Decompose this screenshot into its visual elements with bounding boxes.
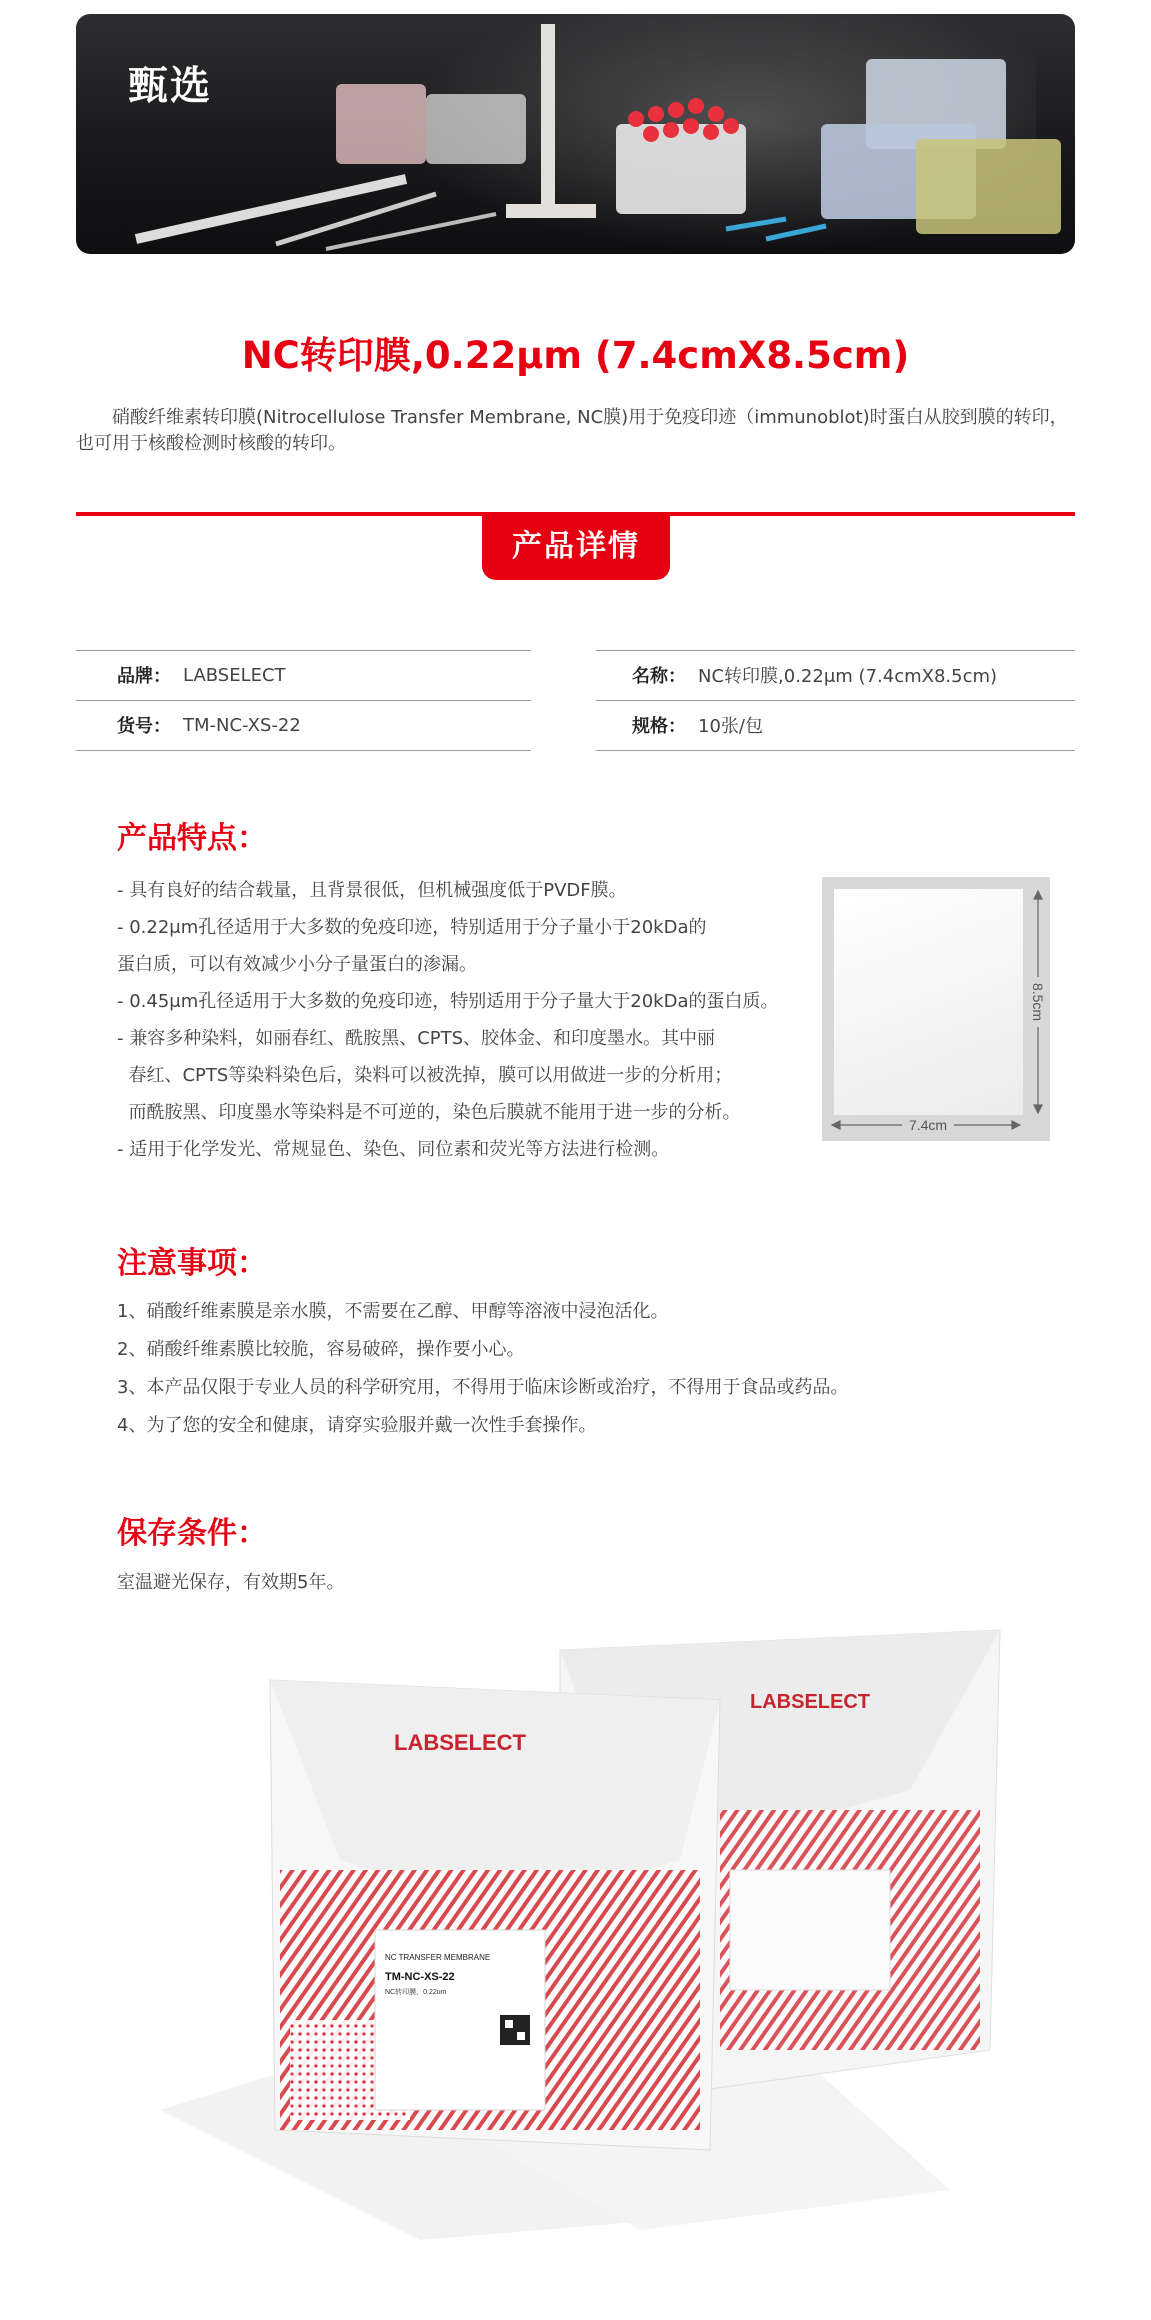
- membrane-dimension-diagram: [822, 877, 1050, 1141]
- storage-heading: 保存条件：: [117, 1516, 267, 1551]
- spec-size-label: 规格：: [632, 716, 686, 737]
- package-label-sku: TM-NC-XS-22: [385, 1971, 455, 1983]
- spec-name-value: NC转印膜,0.22μm (7.4cmX8.5cm): [698, 666, 998, 687]
- feature-line: 春红、CPTS等染料染色后，染料可以被洗掉，膜可以用做进一步的分析用；: [117, 1065, 733, 1086]
- product-title: NC转印膜,0.22μm (7.4cmX8.5cm): [241, 334, 910, 377]
- spec-brand: [60, 651, 286, 699]
- spec-size-value: 10张/包: [698, 716, 763, 737]
- product-package-image: [120, 1590, 1040, 2250]
- note-line: 2、硝酸纤维素膜比较脆，容易破碎，操作要小心。: [117, 1339, 525, 1360]
- dim-width-label: 7.4cm: [908, 1117, 948, 1133]
- note-line: 4、为了您的安全和健康，请穿实验服并戴一次性手套操作。: [117, 1415, 597, 1436]
- spec-brand-value: LABSELECT: [183, 664, 286, 686]
- feature-line: - 适用于化学发光、常规显色、染色、同位素和荧光等方法进行检测。: [117, 1139, 670, 1160]
- lab-products-illustration: [76, 14, 1075, 254]
- feature-line: - 0.22μm孔径适用于大多数的免疫印迹，特别适用于分子量小于20kDa的: [117, 917, 707, 938]
- banner-brand-text: 甄选: [128, 63, 212, 109]
- spec-name-label: 名称：: [632, 666, 686, 687]
- feature-line: - 0.45μm孔径适用于大多数的免疫印迹，特别适用于分子量大于20kDa的蛋白质。: [117, 991, 779, 1012]
- feature-line: 蛋白质，可以有效减少小分子量蛋白的渗漏。: [117, 954, 477, 975]
- spec-sku-label: 货号：: [117, 716, 171, 737]
- spec-sku: [60, 701, 301, 749]
- spec-name: [575, 651, 997, 699]
- spec-divider: [76, 750, 531, 751]
- storage-text: 室温避光保存，有效期5年。: [117, 1572, 345, 1593]
- package-logo-front: LABSELECT: [394, 1730, 526, 1755]
- notes-list: [117, 1293, 1077, 1445]
- package-logo-back: LABSELECT: [750, 1691, 870, 1713]
- features-heading: 产品特点：: [117, 821, 267, 856]
- hero-banner: [76, 14, 1075, 254]
- feature-line: - 兼容多种染料，如丽春红、酰胺黑、CPTS、胶体金、和印度墨水。其中丽: [117, 1028, 716, 1049]
- spec-size: [575, 701, 763, 749]
- features-list: [117, 872, 837, 1168]
- dimension-arrows: [822, 877, 1050, 1141]
- feature-line: - 具有良好的结合载量，且背景很低，但机械强度低于PVDF膜。: [117, 880, 627, 901]
- package-label-desc: NC转印膜，0.22um: [385, 1989, 447, 1996]
- feature-line: 而酰胺黑、印度墨水等染料是不可逆的，染色后膜就不能用于进一步的分析。: [117, 1102, 741, 1123]
- note-line: 1、硝酸纤维素膜是亲水膜，不需要在乙醇、甲醇等溶液中浸泡活化。: [117, 1301, 669, 1322]
- notes-heading: 注意事项：: [117, 1246, 267, 1281]
- dim-height-label: 8.5cm: [1030, 982, 1046, 1022]
- details-tag: 产品详情: [482, 514, 670, 580]
- spec-sku-value: TM-NC-XS-22: [183, 714, 301, 736]
- product-intro: 硝酸纤维素转印膜(Nitrocellulose Transfer Membrane, NC膜)用于免疫印迹（immunoblot)时蛋白从胶到膜的转印，也可用于核酸检测时核酸的转印。: [76, 407, 1068, 454]
- package-label-title: NC TRANSFER MEMBRANE: [385, 1953, 491, 1962]
- note-line: 3、本产品仅限于专业人员的科学研究用，不得用于临床诊断或治疗，不得用于食品或药品。: [117, 1377, 849, 1398]
- spec-brand-label: 品牌：: [117, 666, 171, 687]
- spec-divider: [596, 750, 1075, 751]
